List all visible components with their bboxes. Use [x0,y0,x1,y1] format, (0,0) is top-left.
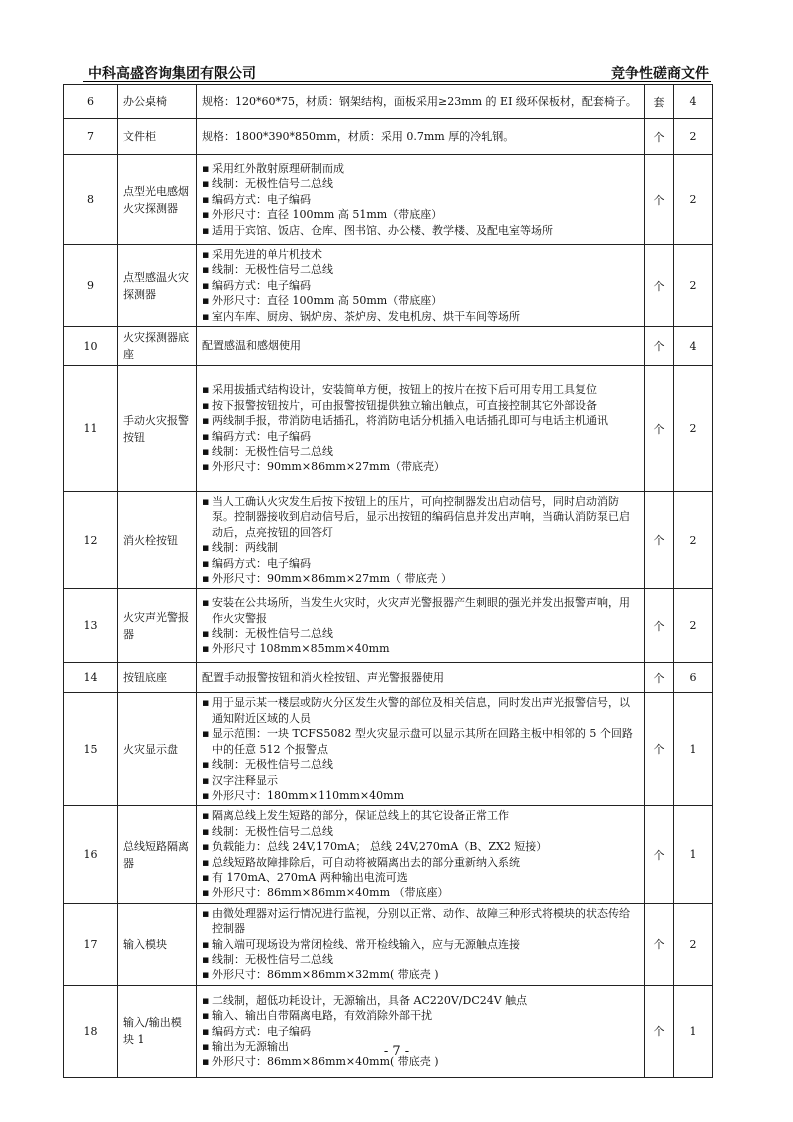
item-quantity: 2 [674,589,713,663]
item-quantity: 1 [674,985,713,1077]
item-unit: 个 [645,119,674,155]
table-row [64,119,713,155]
item-description [197,693,645,806]
spec-bullet: ▪ 外形尺寸：直径 100mm 高 50mm（带底座） [202,293,639,308]
item-name: 手动火灾报警按钮 [118,366,197,492]
spec-bullet: ▪ 隔离总线上发生短路的部分，保证总线上的其它设备正常工作 [202,808,639,823]
spec-bullet: ▪ 线制：无极性信号二总线 [202,757,639,772]
spec-bullet: ▪ 外形尺寸 108mm×85mm×40mm [202,641,639,656]
item-name: 点型感温火灾探测器 [118,245,197,327]
spec-bullet: ▪ 总线短路故障排除后，可自动将被隔离出去的部分重新纳入系统 [202,855,639,870]
item-unit: 个 [645,245,674,327]
item-description [197,85,645,119]
table-row [64,366,713,492]
spec-bullet: ▪ 两线制手报，带消防电话插孔，将消防电话分机插入电话插孔即可与电话主机通讯 [202,413,639,428]
spec-bullet: ▪ 线制：无极性信号二总线 [202,176,639,191]
item-unit: 个 [645,327,674,366]
table-row [64,245,713,327]
spec-bullet: ▪ 由微处理器对运行情况进行监视，分别以正常、动作、故障三种形式将模块的状态传给控制器 [202,906,639,937]
row-number: 8 [64,155,118,245]
item-description [197,366,645,492]
item-quantity: 4 [674,85,713,119]
item-quantity: 1 [674,806,713,903]
spec-bullet: ▪ 有 170mA、270mA 两种输出电流可选 [202,870,639,885]
page-number: - 7 - [383,1044,410,1059]
item-name: 文件柜 [118,119,197,155]
row-number: 15 [64,693,118,806]
item-name: 火灾探测器底座 [118,327,197,366]
spec-bullet: ▪ 外形尺寸：180mm×110mm×40mm [202,788,639,803]
item-quantity: 4 [674,327,713,366]
item-unit: 个 [645,903,674,985]
item-unit: 个 [645,806,674,903]
item-quantity: 2 [674,492,713,589]
item-quantity: 6 [674,663,713,693]
equipment-spec-table [63,84,713,1078]
table-row [64,492,713,589]
spec-bullet: ▪ 安装在公共场所，当发生火灾时，火灾声光警报器产生刺眼的强光并发出报警声响，用作火灾警报 [202,595,639,626]
spec-bullet: ▪ 编码方式：电子编码 [202,429,639,444]
row-number: 7 [64,119,118,155]
spec-bullet: ▪ 编码方式：电子编码 [202,1024,639,1039]
table-row [64,327,713,366]
item-description [197,806,645,903]
item-unit: 个 [645,693,674,806]
description-text: 配置感温和感烟使用 [202,339,301,353]
item-description [197,492,645,589]
description-text: 规格：1800*390*850mm，材质：采用 0.7mm 厚的冷轧钢。 [202,129,515,143]
row-number: 17 [64,903,118,985]
company-name: 中科高盛咨询集团有限公司 [88,66,256,82]
spec-bullet: ▪ 线制：无极性信号二总线 [202,952,639,967]
item-unit: 个 [645,366,674,492]
spec-bullet: ▪ 采用拔插式结构设计，安装简单方便，按钮上的按片在按下后可用专用工具复位 [202,382,639,397]
item-description [197,119,645,155]
row-number: 6 [64,85,118,119]
spec-bullet: ▪ 输出为无源输出 [202,1039,639,1054]
page-header [83,62,711,82]
item-description [197,327,645,366]
spec-bullet: ▪ 线制：无极性信号二总线 [202,262,639,277]
spec-bullet: ▪ 按下报警按钮按片，可由报警按钮提供独立输出触点，可直接控制其它外部设备 [202,398,639,413]
spec-bullet: ▪ 汉字注释显示 [202,773,639,788]
table-row [64,985,713,1077]
spec-bullet: ▪ 当人工确认火灾发生后按下按钮上的压片，可向控制器发出启动信号，同时启动消防泵。控制器接收到启动信号后，显示出按钮的编码信息并发出声响，当确认消防泵已启动后，点亮按钮的回答灯 [202,494,639,540]
description-text: 配置手动报警按钮和消火栓按钮、声光警报器使用 [202,671,444,685]
item-unit: 套 [645,85,674,119]
table-row [64,903,713,985]
document-type: 竞争性磋商文件 [611,66,709,82]
item-unit: 个 [645,589,674,663]
row-number: 11 [64,366,118,492]
spec-bullet: ▪ 外形尺寸：86mm×86mm×40mm （带底座） [202,885,639,900]
spec-bullet: ▪ 外形尺寸：86mm×86mm×32mm( 带底壳 ) [202,967,639,982]
spec-bullet: ▪ 编码方式：电子编码 [202,556,639,571]
item-name: 火灾声光警报器 [118,589,197,663]
spec-bullet: ▪ 采用红外散射原理研制而成 [202,161,639,176]
item-description [197,589,645,663]
spec-bullet: ▪ 用于显示某一楼层或防火分区发生火警的部位及相关信息，同时发出声光报警信号，以通知附近区域的人员 [202,695,639,726]
item-quantity: 2 [674,903,713,985]
spec-bullet: ▪ 输入、输出自带隔离电路，有效消除外部干扰 [202,1008,639,1023]
table-row [64,806,713,903]
item-name: 消火栓按钮 [118,492,197,589]
spec-bullet: ▪ 二线制，超低功耗设计，无源输出，具备 AC220V/DC24V 触点 [202,993,639,1008]
table-row [64,589,713,663]
item-unit: 个 [645,492,674,589]
item-name: 按钮底座 [118,663,197,693]
item-name: 办公桌椅 [118,85,197,119]
description-text: 规格：120*60*75，材质：钢架结构，面板采用≥23mm 的 EI 级环保板材，配套椅子。 [202,94,637,108]
item-unit: 个 [645,663,674,693]
item-name: 输入/输出模块 1 [118,985,197,1077]
spec-bullet: ▪ 适用于宾馆、饭店、仓库、图书馆、办公楼、教学楼、及配电室等场所 [202,223,639,238]
row-number: 18 [64,985,118,1077]
spec-bullet: ▪ 编码方式：电子编码 [202,192,639,207]
item-quantity: 2 [674,366,713,492]
spec-bullet: ▪ 室内车库、厨房、锅炉房、茶炉房、发电机房、烘干车间等场所 [202,309,639,324]
row-number: 13 [64,589,118,663]
item-description [197,985,645,1077]
table-row [64,155,713,245]
item-description [197,245,645,327]
spec-bullet: ▪ 外形尺寸：90mm×86mm×27mm（带底壳） [202,459,639,474]
row-number: 9 [64,245,118,327]
spec-bullet: ▪ 输入端可现场设为常闭检线、常开检线输入，应与无源触点连接 [202,937,639,952]
row-number: 12 [64,492,118,589]
spec-bullet: ▪ 外形尺寸：90mm×86mm×27mm（ 带底壳 ） [202,571,639,586]
spec-bullet: ▪ 线制：无极性信号二总线 [202,444,639,459]
spec-bullet: ▪ 线制：无极性信号二总线 [202,824,639,839]
spec-bullet: ▪ 外形尺寸：86mm×86mm×40mm( 带底壳 ) [202,1054,639,1069]
row-number: 16 [64,806,118,903]
item-name: 火灾显示盘 [118,693,197,806]
item-quantity: 2 [674,245,713,327]
item-unit: 个 [645,985,674,1077]
header-rule [83,81,711,82]
spec-bullet: ▪ 显示范围：一块 TCFS5082 型火灾显示盘可以显示其所在回路主板中相邻的 5 个回路中的任意 512 个报警点 [202,726,639,757]
row-number: 10 [64,327,118,366]
item-name: 点型光电感烟火灾探测器 [118,155,197,245]
spec-bullet: ▪ 外形尺寸：直径 100mm 高 51mm（带底座） [202,207,639,222]
item-description [197,663,645,693]
spec-bullet: ▪ 负载能力：总线 24V,170mA； 总线 24V,270mA（B、ZX2 短接） [202,839,639,854]
item-name: 总线短路隔离器 [118,806,197,903]
item-quantity: 2 [674,155,713,245]
item-name: 输入模块 [118,903,197,985]
item-description [197,903,645,985]
table-row [64,663,713,693]
spec-bullet: ▪ 采用先进的单片机技术 [202,247,639,262]
item-quantity: 1 [674,693,713,806]
row-number: 14 [64,663,118,693]
table-row [64,85,713,119]
spec-bullet: ▪ 编码方式：电子编码 [202,278,639,293]
spec-bullet: ▪ 线制：无极性信号二总线 [202,626,639,641]
spec-bullet: ▪ 线制：两线制 [202,540,639,555]
item-quantity: 2 [674,119,713,155]
item-unit: 个 [645,155,674,245]
table-row [64,693,713,806]
item-description [197,155,645,245]
